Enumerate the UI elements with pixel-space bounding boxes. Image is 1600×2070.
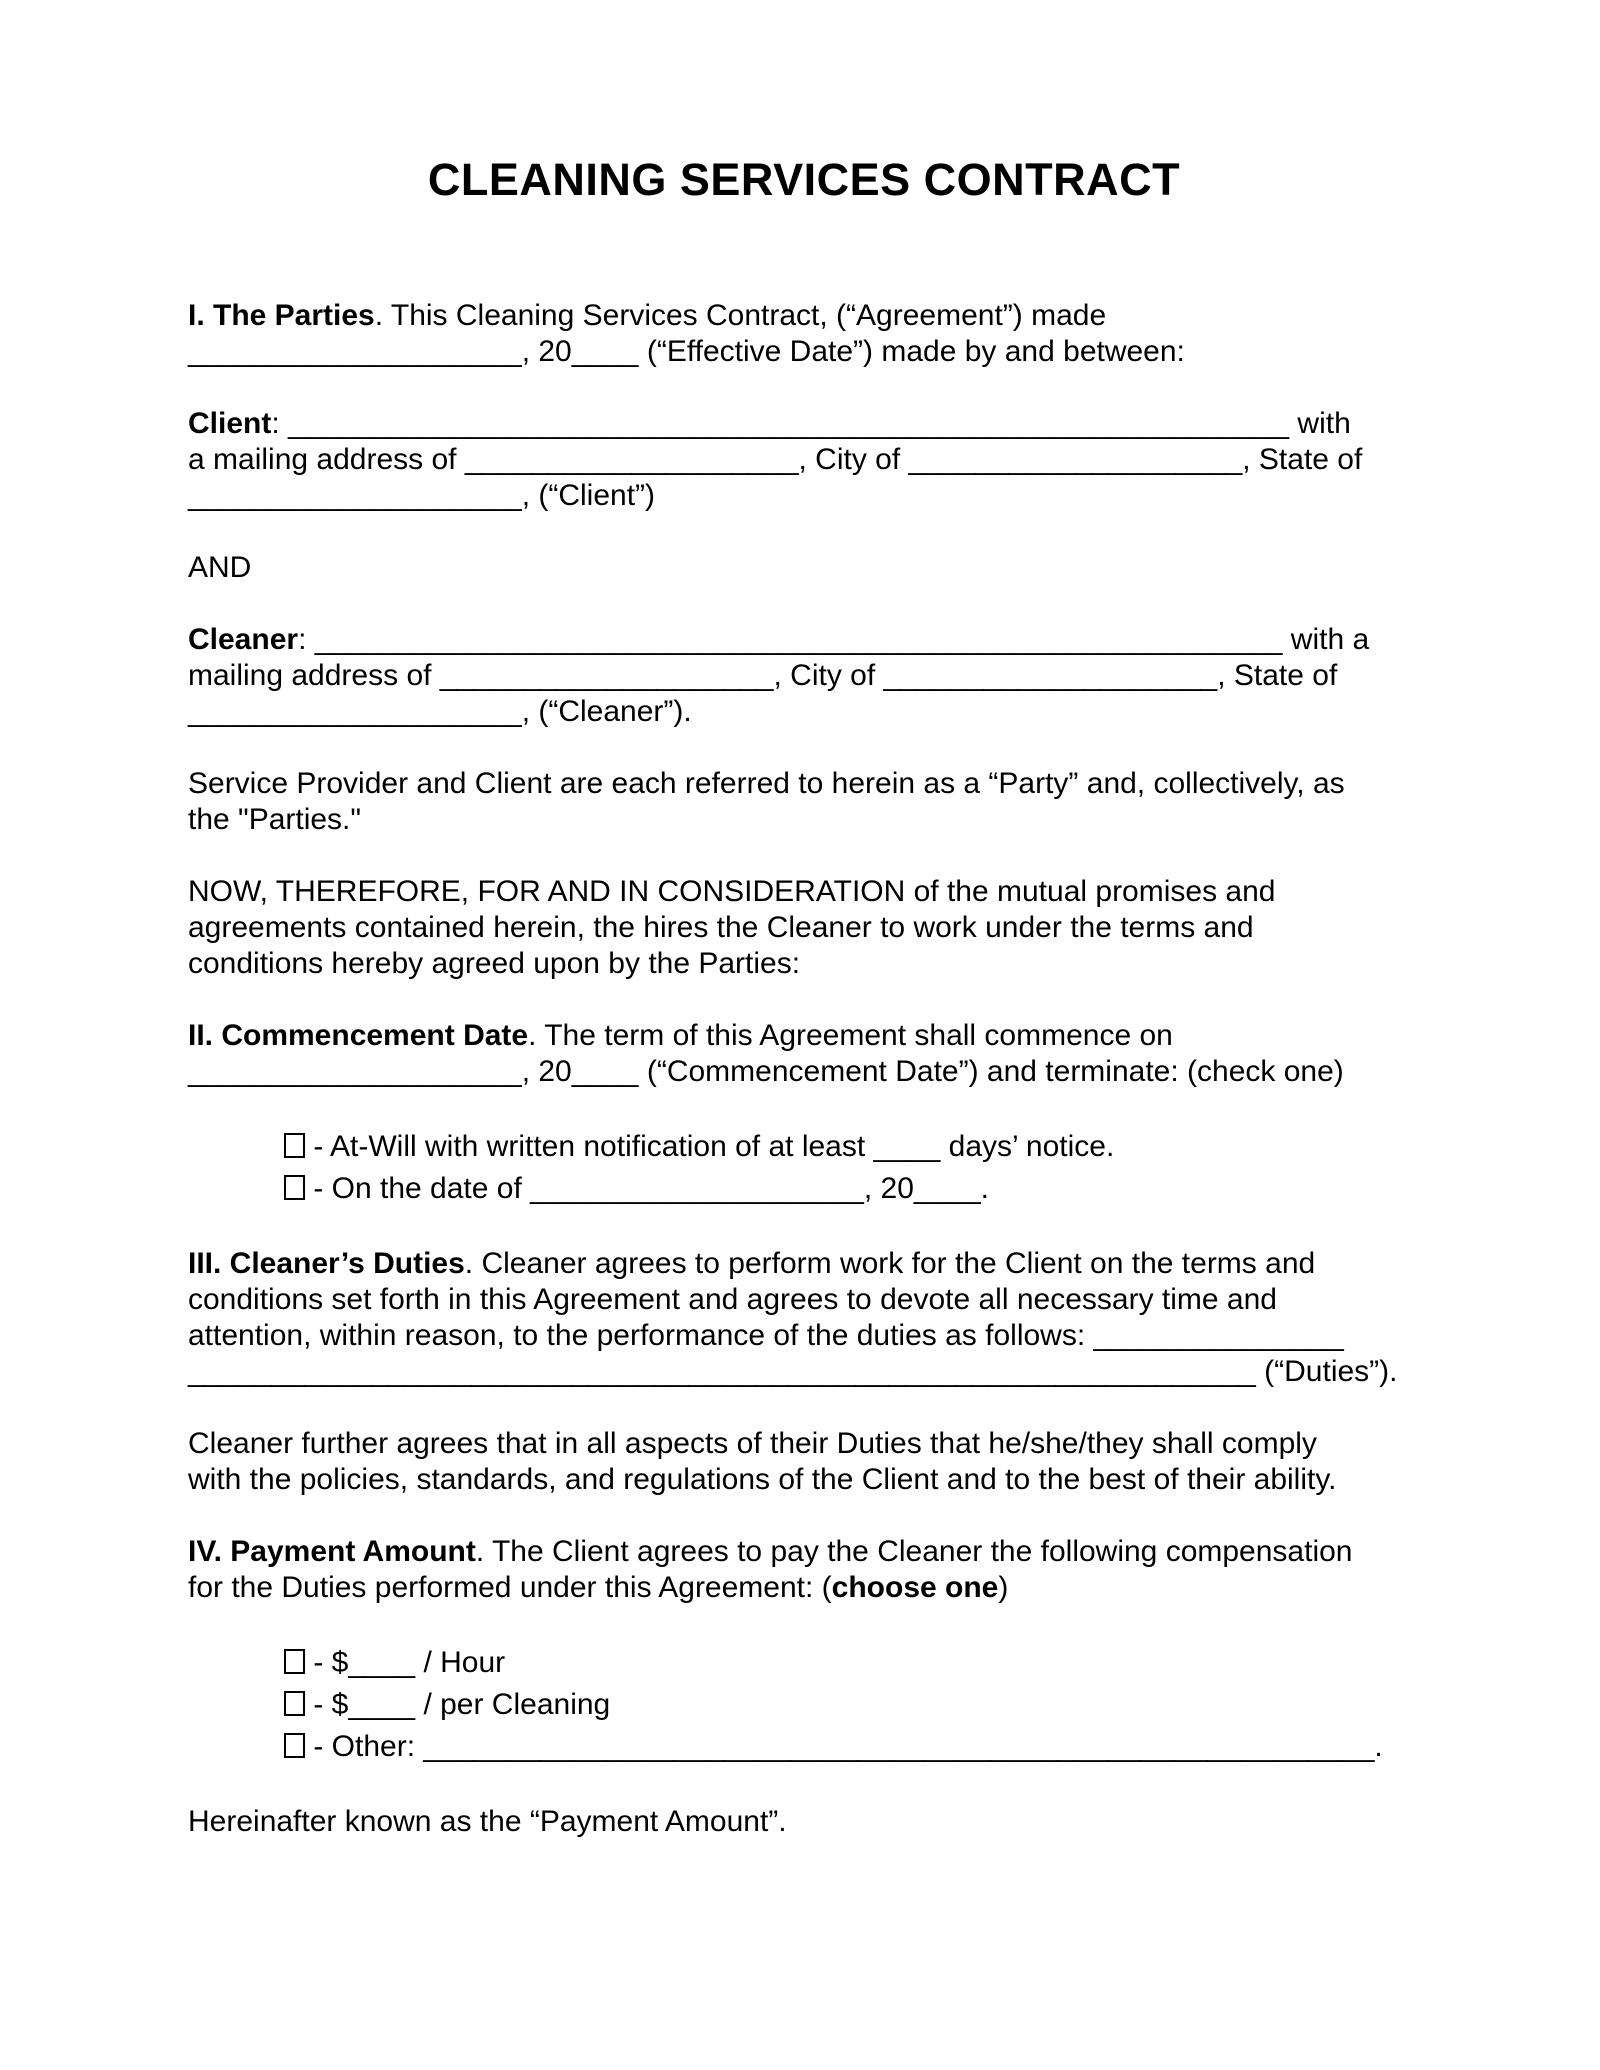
text-line xyxy=(284,1726,1420,1768)
text-run: - At-Will with written notification of at least xyxy=(305,1130,874,1163)
text-run: , (“Cleaner”). xyxy=(521,695,692,728)
text-run: , State of xyxy=(1217,659,1338,692)
text-line xyxy=(188,874,1420,910)
text-run: , State of xyxy=(1242,443,1363,476)
text-run: Hereinafter known as the “Payment Amount”. xyxy=(188,1805,787,1838)
text-run: I. The Parties xyxy=(188,299,375,332)
text-run: / Hour xyxy=(415,1646,506,1679)
text-run: agreements contained herein, the hires the Cleaner to work under the terms and xyxy=(188,911,1254,944)
section-now-therefore xyxy=(188,874,1420,982)
text-run: , (“Client”) xyxy=(521,479,656,512)
text-run: : xyxy=(298,623,315,656)
section-cleaners-duties xyxy=(188,1246,1420,1390)
section-parties-reference xyxy=(188,766,1420,838)
text-run: , City of xyxy=(773,659,884,692)
hourly-rate-amount-blank[interactable]: ____ xyxy=(348,1646,416,1679)
text-line xyxy=(284,1168,1420,1210)
commencement-date-day-month-blank[interactable]: ____________________ xyxy=(188,1055,522,1088)
cleaner-name-blank[interactable]: __________________________________________________________ xyxy=(314,623,1283,656)
termination-date-year-blank[interactable]: ____ xyxy=(913,1172,981,1205)
text-line xyxy=(188,910,1420,946)
document-title: CLEANING SERVICES CONTRACT xyxy=(427,154,1181,205)
text-line xyxy=(188,1462,1420,1498)
cleaner-city-blank[interactable]: ____________________ xyxy=(883,659,1218,692)
text-run: ) xyxy=(998,1571,1009,1604)
text-run: . The Client agrees to pay the Cleaner the following compensation xyxy=(475,1535,1353,1568)
text-run: / per Cleaning xyxy=(415,1688,611,1721)
section-termination-options xyxy=(284,1126,1420,1210)
text-line xyxy=(188,298,1420,334)
text-run: with xyxy=(1289,407,1351,440)
section-cleaner xyxy=(188,622,1420,730)
section-and-separator xyxy=(188,550,1420,586)
text-run: IV. Payment Amount xyxy=(188,1535,476,1568)
at-will-checkbox-icon[interactable] xyxy=(284,1133,305,1158)
text-run: , 20 xyxy=(863,1172,914,1205)
text-run: (“Commencement Date”) and terminate: (check one) xyxy=(638,1055,1344,1088)
other-payment-checkbox-icon[interactable] xyxy=(284,1733,305,1758)
text-run: - $ xyxy=(305,1646,349,1679)
text-line xyxy=(188,406,1420,442)
client-street-address-blank[interactable]: ____________________ xyxy=(464,443,799,476)
text-run: , 20 xyxy=(521,335,572,368)
text-line xyxy=(188,1534,1420,1570)
text-run: Service Provider and Client are each referred to herein as a “Party” and, collectively, as xyxy=(188,767,1345,800)
per-cleaning-rate-checkbox-icon[interactable] xyxy=(284,1691,305,1716)
section-client xyxy=(188,406,1420,514)
text-run: conditions hereby agreed upon by the Parties: xyxy=(188,947,801,980)
hourly-rate-checkbox-icon[interactable] xyxy=(284,1649,305,1674)
client-name-blank[interactable]: ____________________________________________________________ xyxy=(288,407,1290,440)
text-run: . This Cleaning Services Contract, (“Agreement”) made xyxy=(374,299,1107,332)
section-payment-options xyxy=(284,1642,1420,1768)
text-run: with a xyxy=(1282,623,1370,656)
text-run: . xyxy=(1374,1730,1383,1763)
client-state-blank[interactable]: ____________________ xyxy=(188,479,522,512)
text-run: for the Duties performed under this Agreement: ( xyxy=(188,1571,832,1604)
text-run: AND xyxy=(188,551,252,584)
text-line xyxy=(188,1426,1420,1462)
text-line xyxy=(188,802,1420,838)
text-line xyxy=(188,946,1420,982)
text-line xyxy=(284,1684,1420,1726)
text-run: - Other: xyxy=(305,1730,424,1763)
section-duties-compliance xyxy=(188,1426,1420,1498)
text-run: NOW, THEREFORE, FOR AND IN CONSIDERATION of the mutual promises and xyxy=(188,875,1276,908)
text-line xyxy=(188,478,1420,514)
text-line xyxy=(188,1246,1420,1282)
effective-date-year-blank[interactable]: ____ xyxy=(571,335,639,368)
text-run: - $ xyxy=(305,1688,349,1721)
text-run: the "Parties." xyxy=(188,803,362,836)
effective-date-day-month-blank[interactable]: ____________________ xyxy=(188,335,522,368)
text-line xyxy=(188,1570,1420,1606)
termination-date-day-month-blank[interactable]: ____________________ xyxy=(530,1172,864,1205)
commencement-date-year-blank[interactable]: ____ xyxy=(571,1055,639,1088)
text-run: Cleaner further agrees that in all aspects of their Duties that he/she/they shall comply xyxy=(188,1427,1317,1460)
end-date-checkbox-icon[interactable] xyxy=(284,1175,305,1200)
client-city-blank[interactable]: ____________________ xyxy=(908,443,1243,476)
document-body xyxy=(188,298,1420,1840)
text-line xyxy=(188,766,1420,802)
cleaner-state-blank[interactable]: ____________________ xyxy=(188,695,522,728)
text-line xyxy=(188,1054,1420,1090)
section-payment-amount-name xyxy=(188,1804,1420,1840)
text-run: attention, within reason, to the performance of the duties as follows: xyxy=(188,1319,1094,1352)
text-line xyxy=(284,1126,1420,1168)
text-run: choose one xyxy=(831,1571,999,1604)
text-line xyxy=(188,622,1420,658)
text-run: III. Cleaner’s Duties xyxy=(188,1247,465,1280)
text-run: , City of xyxy=(798,443,909,476)
text-run: , 20 xyxy=(521,1055,572,1088)
text-line xyxy=(188,1018,1420,1054)
text-run: II. Commencement Date xyxy=(188,1019,529,1052)
text-run: Cleaner xyxy=(188,623,299,656)
other-payment-terms-blank[interactable]: _________________________________________________________ xyxy=(423,1730,1375,1763)
notice-days-blank[interactable]: ____ xyxy=(873,1130,941,1163)
text-line xyxy=(188,658,1420,694)
text-line xyxy=(284,1642,1420,1684)
text-line xyxy=(188,694,1420,730)
text-run: . Cleaner agrees to perform work for the Client on the terms and xyxy=(464,1247,1316,1280)
text-run: Client xyxy=(188,407,272,440)
cleaner-street-address-blank[interactable]: ____________________ xyxy=(439,659,774,692)
section-payment-amount xyxy=(188,1534,1420,1606)
text-run: with the policies, standards, and regulations of the Client and to the best of their ability. xyxy=(188,1463,1337,1496)
text-run: : xyxy=(271,407,289,440)
text-line xyxy=(188,1354,1420,1390)
text-line xyxy=(188,1318,1420,1354)
section-parties-intro xyxy=(188,298,1420,370)
text-run: conditions set forth in this Agreement and agrees to devote all necessary time and xyxy=(188,1283,1277,1316)
per-cleaning-rate-amount-blank[interactable]: ____ xyxy=(348,1688,416,1721)
text-run: (“Duties”). xyxy=(1255,1355,1398,1388)
text-run: - On the date of xyxy=(305,1172,531,1205)
text-line xyxy=(188,550,1420,586)
text-run: a mailing address of xyxy=(188,443,465,476)
duties-description-line-1-blank[interactable]: _______________ xyxy=(1093,1319,1344,1352)
text-run: days’ notice. xyxy=(940,1130,1115,1163)
text-line xyxy=(188,442,1420,478)
text-line xyxy=(188,1804,1420,1840)
text-run: mailing address of xyxy=(188,659,440,692)
duties-description-line-2-blank[interactable]: ________________________________________________________________ xyxy=(188,1355,1256,1388)
section-commencement-date xyxy=(188,1018,1420,1090)
text-run: (“Effective Date”) made by and between: xyxy=(638,335,1185,368)
text-line xyxy=(188,1282,1420,1318)
text-run: . xyxy=(980,1172,989,1205)
text-run: . The term of this Agreement shall commence on xyxy=(528,1019,1173,1052)
text-line xyxy=(188,334,1420,370)
